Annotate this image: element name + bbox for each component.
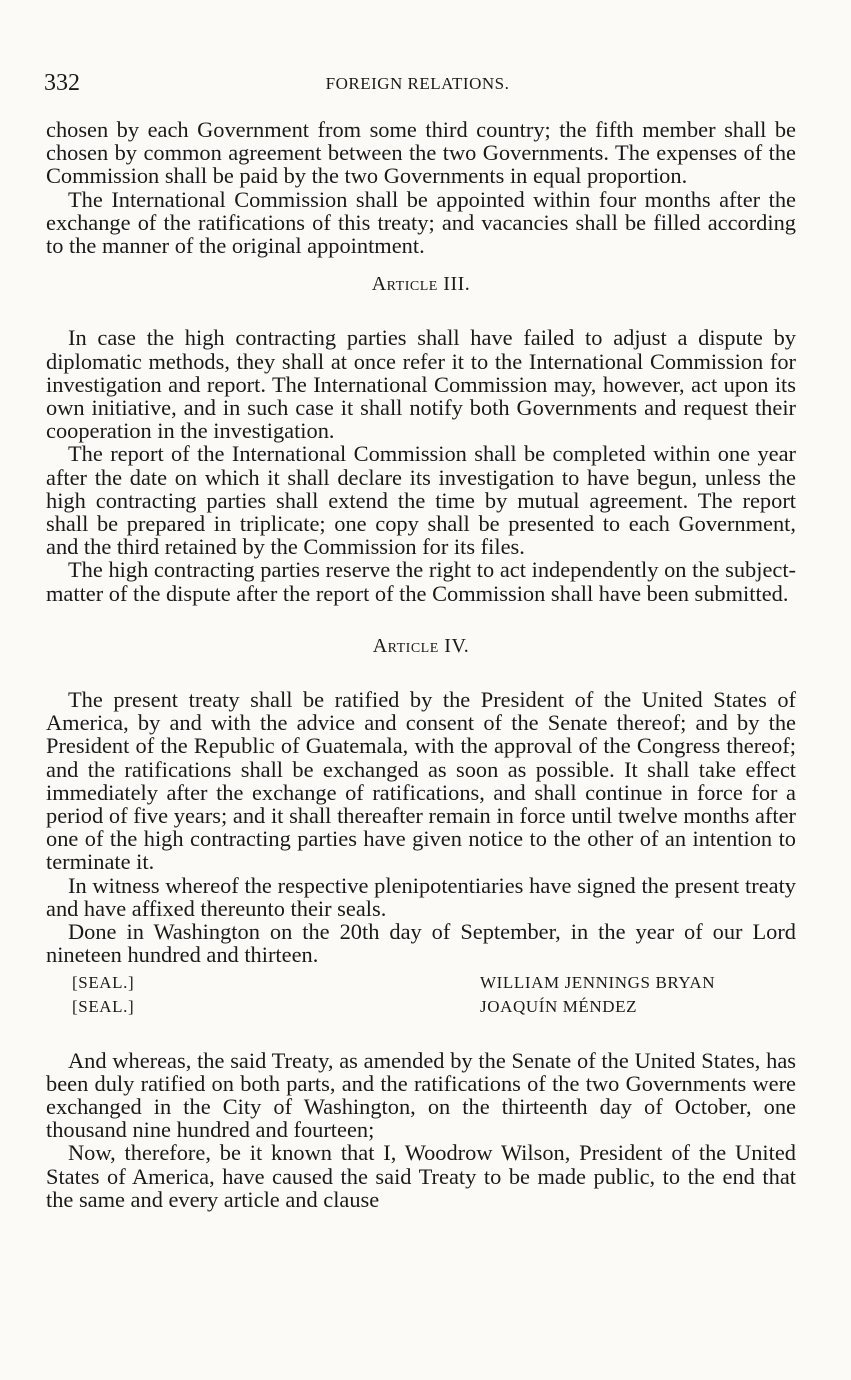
paragraph-whereas: And whereas, the said Treaty, as amended by the Senate of the United States, has been duly ratified on both parts, and the ratifications of the two Governments were exchanged in the City of Washington, on the thirteenth day of October, one thousand nine hundred and fourteen;	[46, 1047, 796, 1143]
signature-row	[46, 971, 796, 995]
paragraph-article3-reserve: The high contracting parties reserve the right to act independently on the subject-matter of the dispute after the report of the Commission shall have been submitted.	[46, 557, 796, 606]
signature-block	[46, 971, 796, 1019]
article-3-heading: Article III.	[371, 273, 471, 296]
page-number: 332	[44, 70, 80, 96]
signature-row	[46, 995, 796, 1019]
page-header	[44, 70, 791, 104]
seal-mark: [SEAL.]	[72, 972, 135, 992]
paragraph-proclamation: Now, therefore, be it known that I, Woodrow Wilson, President of the United States of America, have caused the said Treaty to be made public, to the end that the same and every article and clause	[46, 1140, 796, 1212]
page-body	[46, 118, 796, 1211]
signer-name: WILLIAM JENNINGS BRYAN	[480, 972, 716, 992]
paragraph-article3-dispute: In case the high contracting parties shall have failed to adjust a dispute by diplomatic methods, they shall at once refer it to the International Commission for investigation and report. The International Commission may, however, act upon its own initiative, and in such case it shall notify both Governments and request their cooperation in the investigation.	[46, 325, 796, 444]
paragraph-done-in-washington: Done in Washington on the 20th day of September, in the year of our Lord nineteen hundred and thirteen.	[46, 919, 796, 968]
signer-name: JOAQUÍN MÉNDEZ	[480, 996, 638, 1016]
paragraph-continued: chosen by each Government from some third country; the fifth member shall be chosen by common agreement between the two Governments. The expenses of the Commission shall be paid by the two Governments in equal proportion.	[46, 117, 796, 189]
running-head: FOREIGN RELATIONS.	[325, 74, 510, 93]
paragraph-commission-appointment: The International Commission shall be appointed within four months after the exchange of the ratifications of this treaty; and vacancies shall be filled according to the manner of the original appointment.	[46, 186, 796, 259]
paragraph-article3-report: The report of the International Commission shall be completed within one year after the date on which it shall declare its investigation to have begun, unless the high contracting parties shall extend the time by mutual agreement. The report shall be prepared in triplicate; one copy shall be presented to each Government, and the third retained by the Commission for its files.	[46, 441, 796, 560]
seal-mark: [SEAL.]	[72, 996, 135, 1016]
article-4-heading: Article IV.	[372, 634, 470, 657]
paragraph-article4-ratification: The present treaty shall be ratified by the President of the United States of America, by and with the advice and consent of the Senate thereof; and by the President of the Republic of Guatemala, with the approval of the Congress thereof; and the ratifications shall be exchanged as soon as possible. It shall take effect immediately after the exchange of ratifications, and shall continue in force for a period of five years; and it shall thereafter remain in force until twelve months after one of the high contracting parties have given notice to the other of an intention to terminate it.	[46, 687, 796, 875]
paragraph-witness: In witness whereof the respective plenipotentiaries have signed the present treaty and have affixed thereunto their seals.	[46, 872, 796, 921]
